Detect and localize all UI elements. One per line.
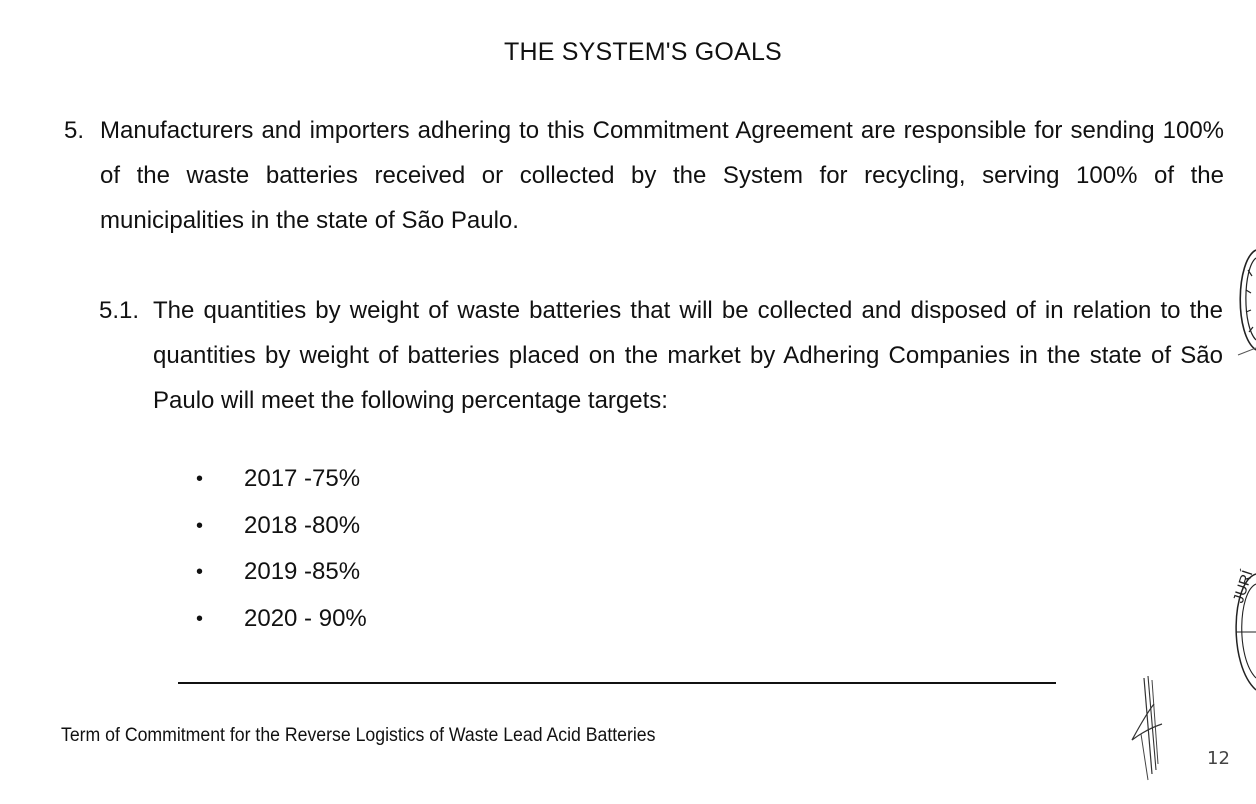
page-title: THE SYSTEM'S GOALS (504, 38, 782, 66)
section-5-text: Manufacturers and importers adhering to this Commitment Agreement are responsible for sending 100% of the waste batteries received or collected by the System for recycling, serving 100% of the municipalities in the state of São Paulo. (100, 117, 1224, 234)
bullet-icon: • (196, 561, 204, 584)
section-5-1-number: 5.1. (99, 297, 140, 324)
target-value: 2017 -75% (244, 465, 361, 492)
footer-divider (178, 682, 1056, 684)
bullet-icon: • (196, 514, 204, 537)
signature-icon (1128, 674, 1168, 784)
target-value: 2019 -85% (244, 558, 361, 586)
section-5-1-text: The quantities by weight of waste batteries that will be collected and disposed of in relation to the quantities by weight of batteries placed on the market by Adhering Companies in the state of São Paulo will meet the following percentage targets: (153, 297, 1223, 414)
bullet-icon: • (196, 468, 204, 490)
seal-stamp-icon (1234, 240, 1256, 360)
page-number: 12 (1207, 748, 1230, 769)
section-5-number: 5. (64, 117, 85, 144)
bullet-icon: • (196, 608, 204, 631)
seal-text: JURÍ (1230, 568, 1256, 606)
target-value: 2018 -80% (244, 511, 361, 539)
target-value: 2020 - 90% (244, 605, 367, 633)
footer-text: Term of Commitment for the Reverse Logistics of Waste Lead Acid Batteries (61, 725, 656, 746)
